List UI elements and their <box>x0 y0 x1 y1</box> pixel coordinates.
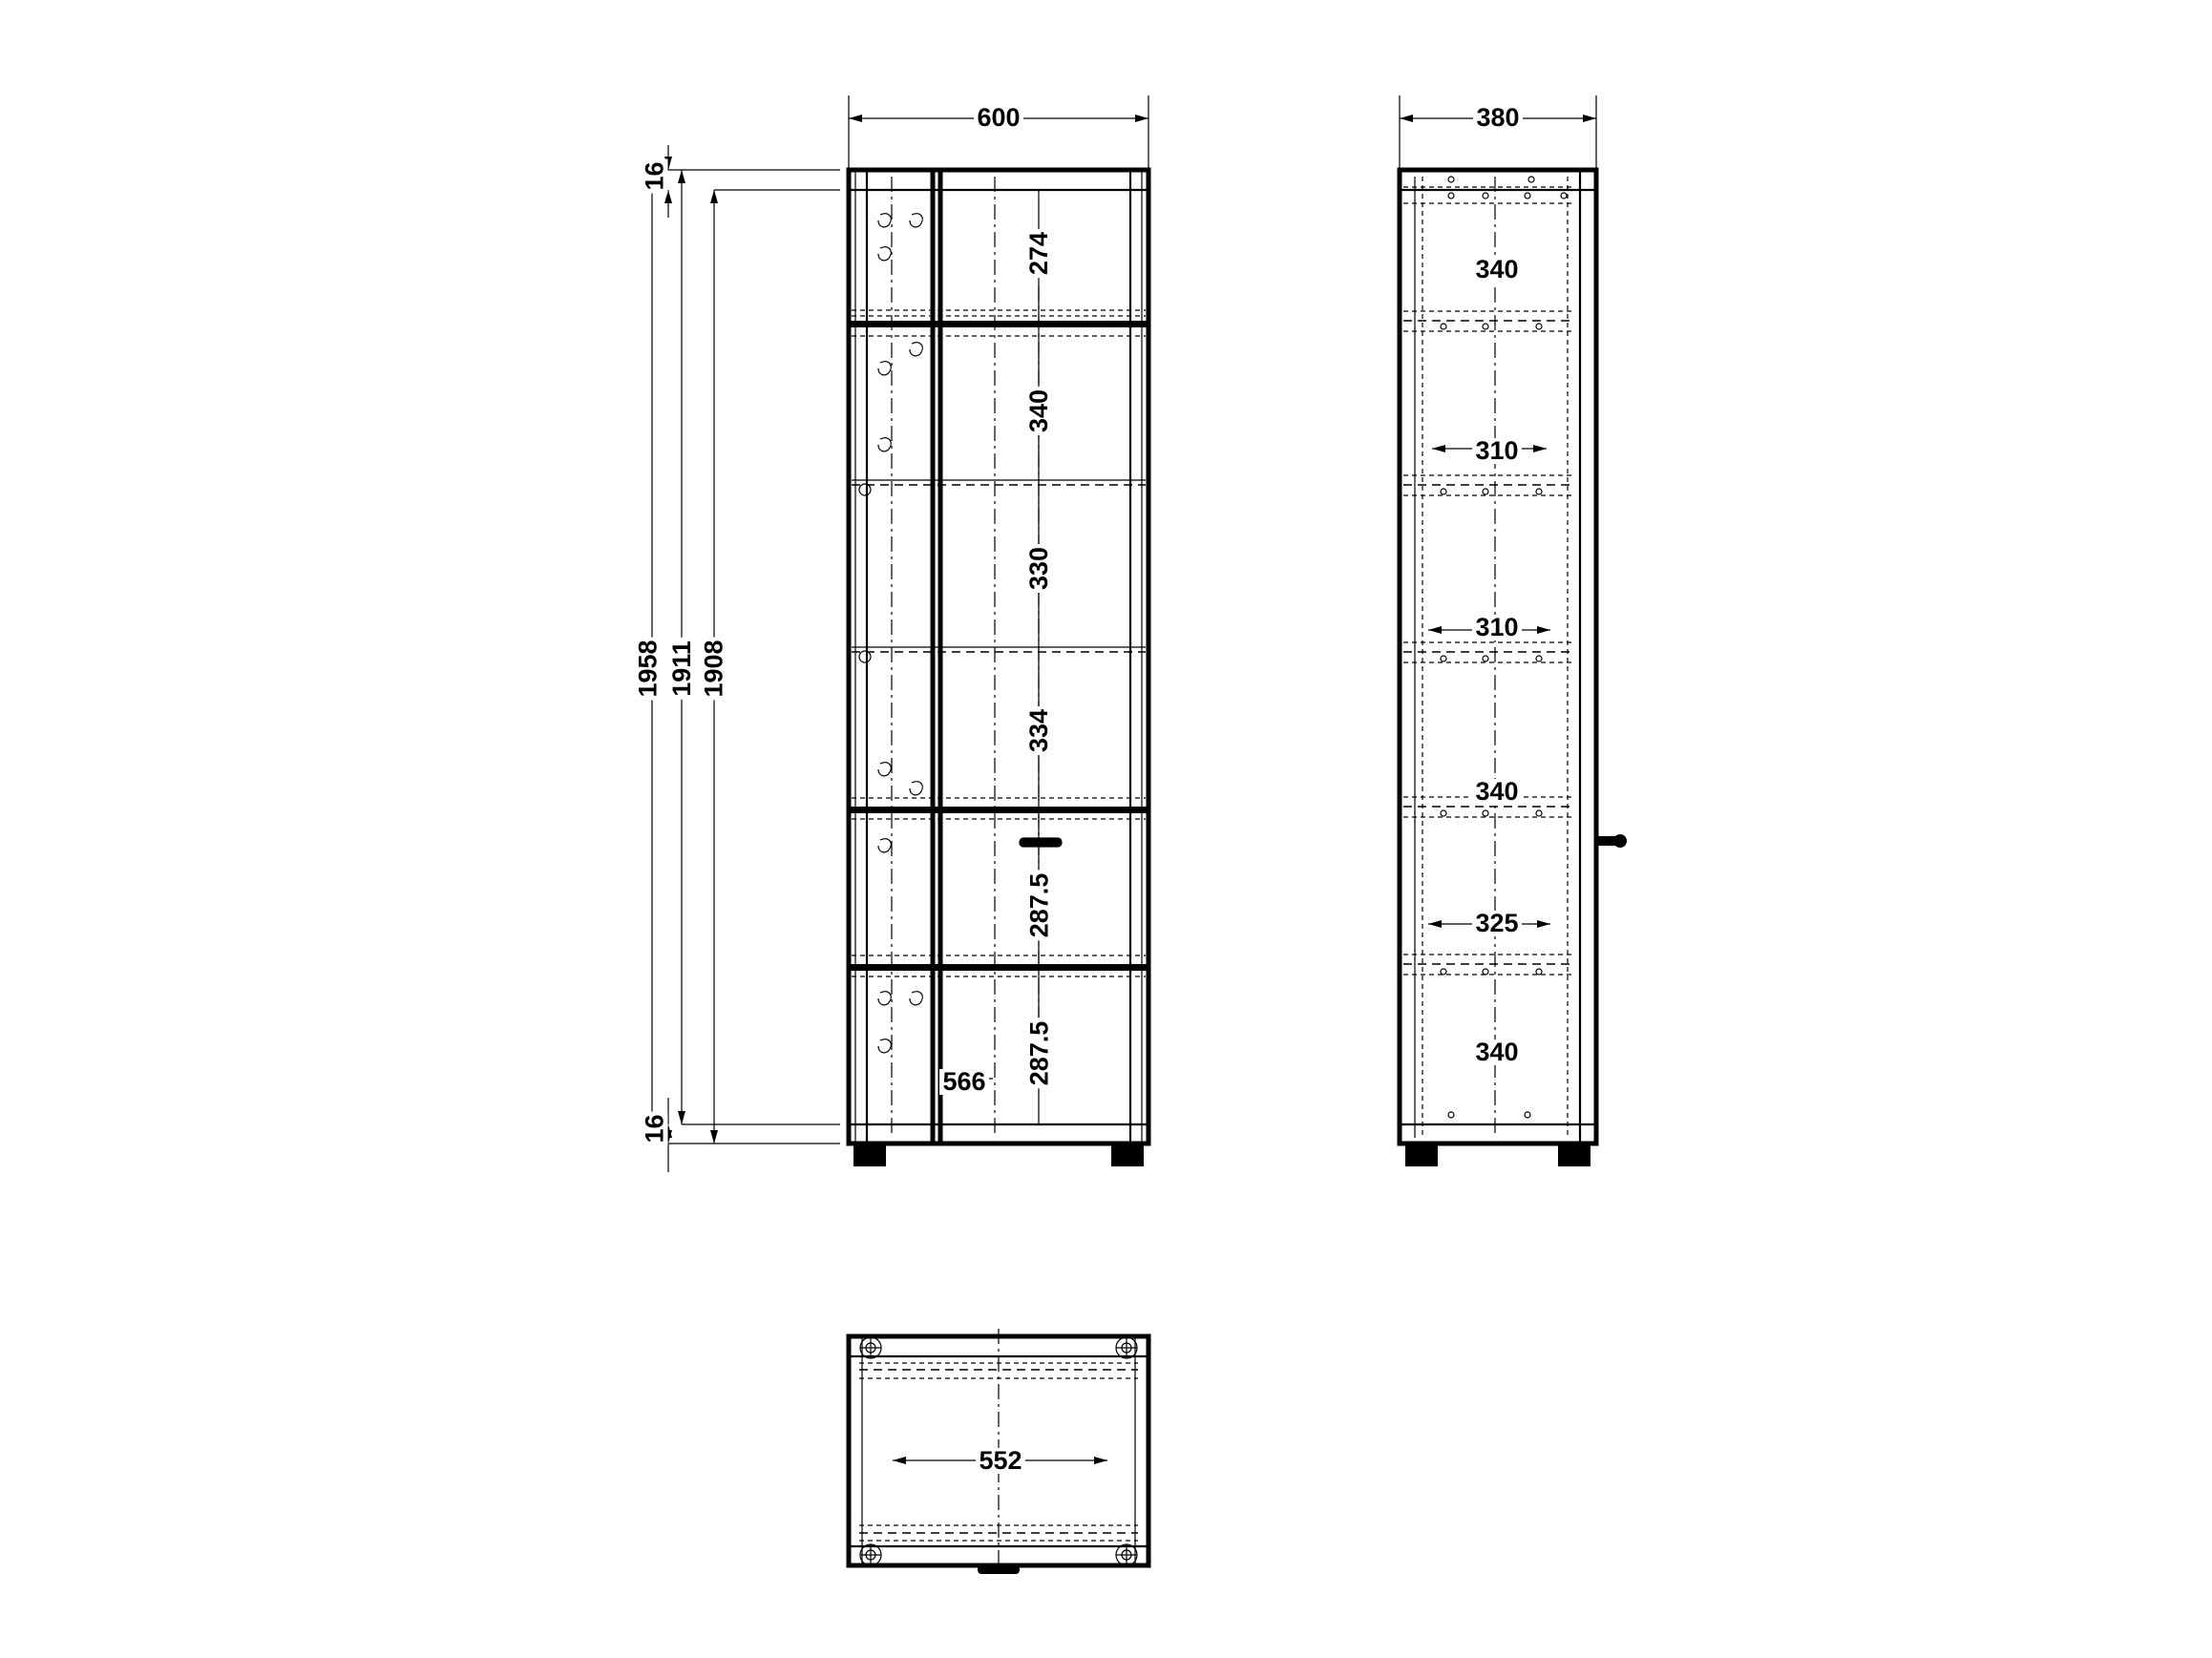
side-segment-dim-3 <box>1459 611 1535 643</box>
front-shelf-5-value: 287.5 <box>1027 870 1053 940</box>
front-shelf-3-value: 330 <box>1027 543 1053 592</box>
front-bottom-offset-value: 16 <box>643 1111 668 1145</box>
front-inner-height-dim-2 <box>691 620 737 716</box>
side-segment-dim-5 <box>1459 907 1535 939</box>
top-inner-width-value: 552 <box>976 1448 1024 1474</box>
front-inner-height-1-value: 1911 <box>669 638 695 700</box>
front-inner-width-dim <box>931 1067 998 1096</box>
side-segment-3-value: 310 <box>1472 615 1521 640</box>
front-shelf-dim-5 <box>1012 859 1067 951</box>
front-shelf-dim-2 <box>1020 377 1060 444</box>
side-depth-value: 380 <box>1473 105 1522 131</box>
side-segment-dim-2 <box>1459 434 1535 467</box>
front-shelf-2-value: 340 <box>1027 386 1053 434</box>
side-segment-dim-4 <box>1459 775 1535 808</box>
side-segment-dim-6 <box>1459 1036 1535 1068</box>
side-segment-2-value: 310 <box>1472 438 1521 464</box>
side-segment-4-value: 340 <box>1472 779 1521 805</box>
front-top-offset-dim <box>638 153 672 199</box>
side-segment-1-value: 340 <box>1472 257 1521 283</box>
front-width-value: 600 <box>974 105 1022 131</box>
front-overall-height-value: 1958 <box>636 637 662 700</box>
front-shelf-dim-4 <box>1020 697 1060 764</box>
front-inner-width-value: 566 <box>939 1069 988 1095</box>
front-shelf-dim-6 <box>1012 1007 1067 1099</box>
front-bottom-offset-dim <box>638 1105 672 1151</box>
top-inner-width-dim <box>962 1444 1039 1477</box>
front-shelf-4-value: 334 <box>1027 705 1053 754</box>
side-segment-dim-1 <box>1459 253 1535 285</box>
front-shelf-1-value: 274 <box>1027 228 1053 277</box>
front-shelf-dim-1 <box>1020 220 1060 286</box>
front-width-dim <box>964 100 1033 135</box>
front-shelf-6-value: 287.5 <box>1027 1018 1053 1088</box>
side-depth-dim <box>1464 100 1532 135</box>
side-segment-5-value: 325 <box>1472 911 1521 936</box>
front-top-offset-value: 16 <box>643 158 668 193</box>
front-shelf-dim-3 <box>1020 535 1060 601</box>
front-inner-height-2-value: 1908 <box>702 637 727 700</box>
side-segment-6-value: 340 <box>1472 1039 1521 1065</box>
